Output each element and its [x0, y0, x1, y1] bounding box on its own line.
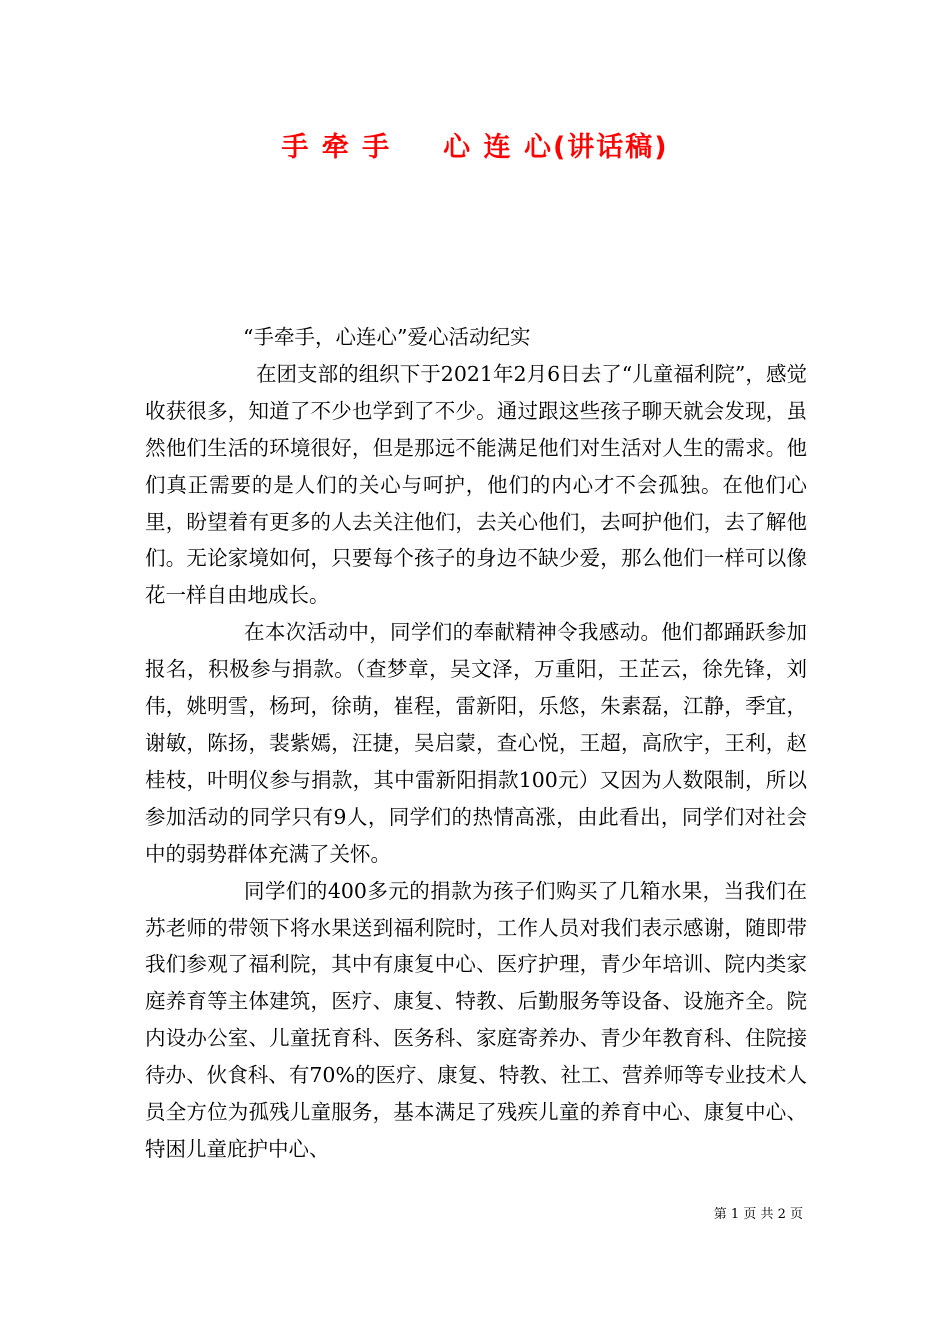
section-heading: “手牵手，心连心”爱心活动纪实	[243, 325, 531, 349]
title-part-2: 心 连 心(讲话稿)	[443, 132, 669, 163]
title-part-1: 手 牵 手	[281, 132, 392, 163]
document-title	[0, 128, 950, 168]
document-body	[145, 319, 807, 1168]
page-number-footer: 第 1 页 共 2 页	[713, 1207, 803, 1222]
paragraph-3: 同学们的400多元的捐款为孩子们购买了几箱水果，当我们在苏老师的带领下将水果送到福利院时，工作人员对我们表示感谢，随即带我们参观了福利院，其中有康复中心、医疗护理，青少年培训、院内类家庭养育等主体建筑，医疗、康复、特教、后勤服务等设备、设施齐全。院内设办公室、儿童抚育科、医务科、家庭寄养办、青少年教育科、住院接待办、伙食科、有70%的医疗、康复、特教、社工、营养师等专业技术人员全方位为孤残儿童服务，基本满足了残疾儿童的养育中心、康复中心、特困儿童庇护中心、	[145, 878, 807, 1161]
paragraph-2: 在本次活动中，同学们的奉献精神令我感动。他们都踊跃参加报名，积极参与捐款。（查梦章，吴文泽，万重阳，王芷云，徐先锋，刘伟，姚明雪，杨珂，徐萌，崔程，雷新阳，乐悠，朱素磊，江静，季宜，谢敏，陈扬，裴紫嫣，汪捷，吴启蒙，查心悦，王超，高欣宇，王利，赵桂枝，叶明仪参与捐款，其中雷新阳捐款100元）又因为人数限制，所以参加活动的同学只有9人，同学们的热情高涨，由此看出，同学们对社会中的弱势群体充满了关怀。	[145, 620, 807, 866]
paragraph-1: 在团支部的组织下于2021年2月6日去了“儿童福利院”，感觉收获很多，知道了不少也学到了不少。通过跟这些孩子聊天就会发现，虽然他们生活的环境很好，但是那远不能满足他们对生活对人生的需求。他们真正需要的是人们的关心与呵护，他们的内心才不会孤独。在他们心里，盼望着有更多的人去关注他们，去关心他们，去呵护他们，去了解他们。无论家境如何，只要每个孩子的身边不缺少爱，那么他们一样可以像花一样自由地成长。	[145, 361, 807, 608]
